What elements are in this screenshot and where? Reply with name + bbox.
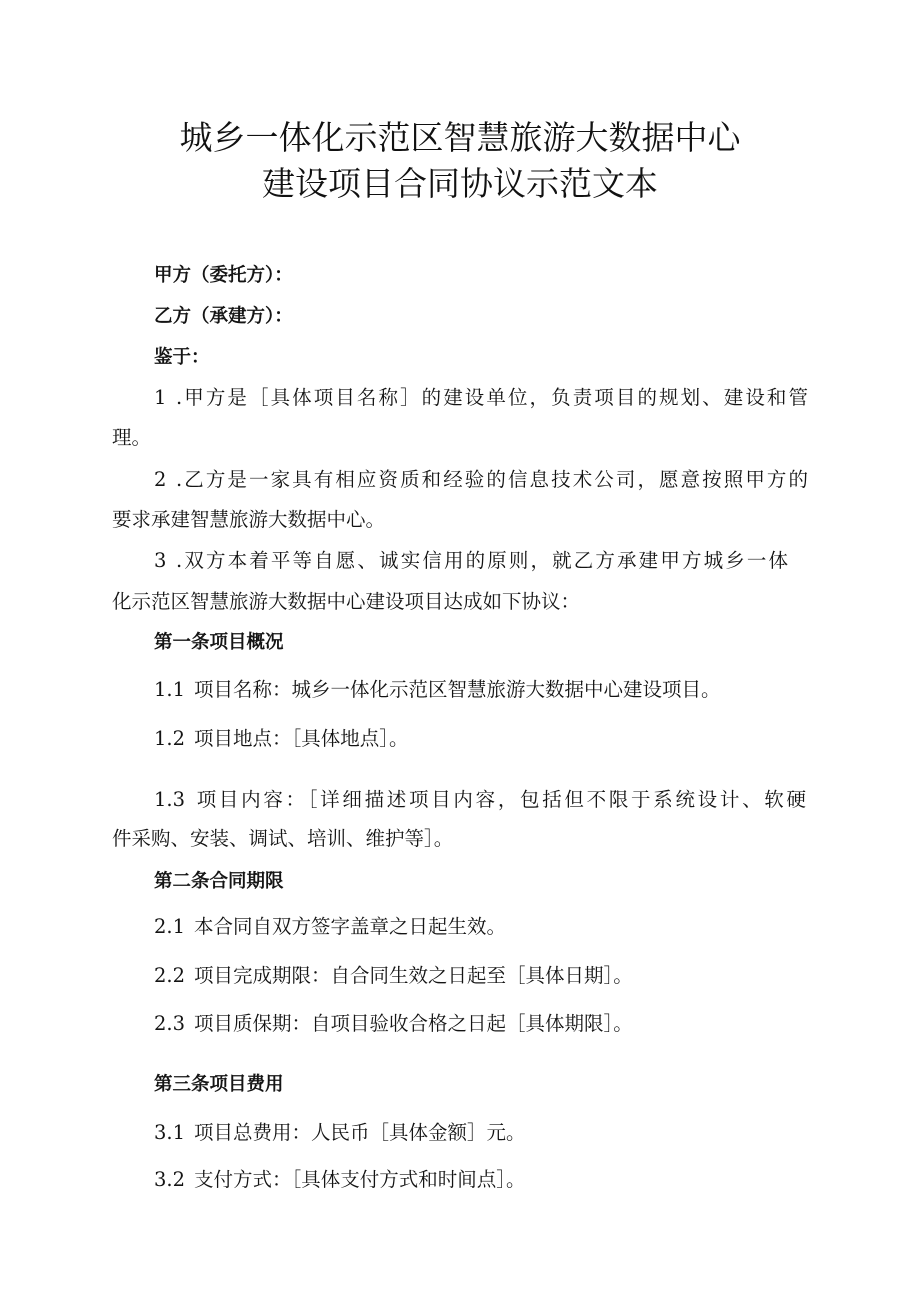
article-1-item-3-line1 xyxy=(154,787,806,813)
recital-1-number: 1 xyxy=(154,386,167,409)
item-text: 支付方式：［具体支付方式和时间点］。 xyxy=(194,1168,526,1191)
document-title-line1: 城乡一体化示范区智慧旅游大数据中心 xyxy=(179,118,741,157)
recital-3-line1 xyxy=(154,548,788,574)
recital-3-line2: 化示范区智慧旅游大数据中心建设项目达成如下协议： xyxy=(112,590,581,613)
item-number: 2.1 xyxy=(154,915,186,938)
recital-2-line1 xyxy=(154,467,808,493)
party-a-label: 甲方（委托方）： xyxy=(154,265,293,286)
recital-1-line1 xyxy=(154,385,808,411)
recital-1-line2: 理。 xyxy=(112,426,152,449)
recital-2-text: .乙方是一家具有相应资质和经验的信息技术公司，愿意按照甲方的 xyxy=(176,468,808,491)
item-text: 项目名称：城乡一体化示范区智慧旅游大数据中心建设项目。 xyxy=(194,678,721,701)
article-1-item-3-line2: 件采购、安装、调试、培训、维护等］。 xyxy=(112,827,454,850)
recital-2-line2: 要求承建智慧旅游大数据中心。 xyxy=(112,508,386,531)
item-number: 1.3 xyxy=(154,788,186,811)
whereas-label: 鉴于： xyxy=(154,347,210,368)
recital-1-text: .甲方是［具体项目名称］的建设单位，负责项目的规划、建设和管 xyxy=(176,386,808,409)
item-text: 本合同自双方签字盖章之日起生效。 xyxy=(194,915,507,938)
item-number: 1.2 xyxy=(154,727,186,750)
item-text: 项目内容：［详细描述项目内容，包括但不限于系统设计、软硬 xyxy=(194,788,806,811)
item-number: 2.3 xyxy=(154,1012,186,1035)
recital-3-text: .双方本着平等自愿、诚实信用的原则，就乙方承建甲方城乡一体 xyxy=(176,549,788,572)
item-text: 项目质保期：自项目验收合格之日起［具体期限］。 xyxy=(194,1012,633,1035)
article-1-item-2 xyxy=(154,726,409,752)
article-3-item-1 xyxy=(154,1120,526,1146)
recital-3-number: 3 xyxy=(154,549,167,572)
article-2-item-1 xyxy=(154,914,506,940)
item-number: 1.1 xyxy=(154,678,186,701)
article-1-heading: 第一条项目概况 xyxy=(154,632,284,653)
document-title-line2: 建设项目合同协议示范文本 xyxy=(262,164,658,203)
article-2-heading: 第二条合同期限 xyxy=(154,871,284,892)
item-text: 项目地点：［具体地点］。 xyxy=(194,727,409,750)
item-number: 2.2 xyxy=(154,964,186,987)
item-text: 项目总费用：人民币［具体金额］元。 xyxy=(194,1121,526,1144)
article-3-heading: 第三条项目费用 xyxy=(154,1074,284,1095)
article-1-item-1 xyxy=(154,677,721,703)
article-2-item-2 xyxy=(154,963,633,989)
article-2-item-3 xyxy=(154,1011,633,1037)
recital-2-number: 2 xyxy=(154,468,167,491)
party-b-label: 乙方（承建方）： xyxy=(154,306,293,327)
item-text: 项目完成期限：自合同生效之日起至［具体日期］。 xyxy=(194,964,633,987)
item-number: 3.1 xyxy=(154,1121,186,1144)
article-3-item-2 xyxy=(154,1167,526,1193)
item-number: 3.2 xyxy=(154,1168,186,1191)
